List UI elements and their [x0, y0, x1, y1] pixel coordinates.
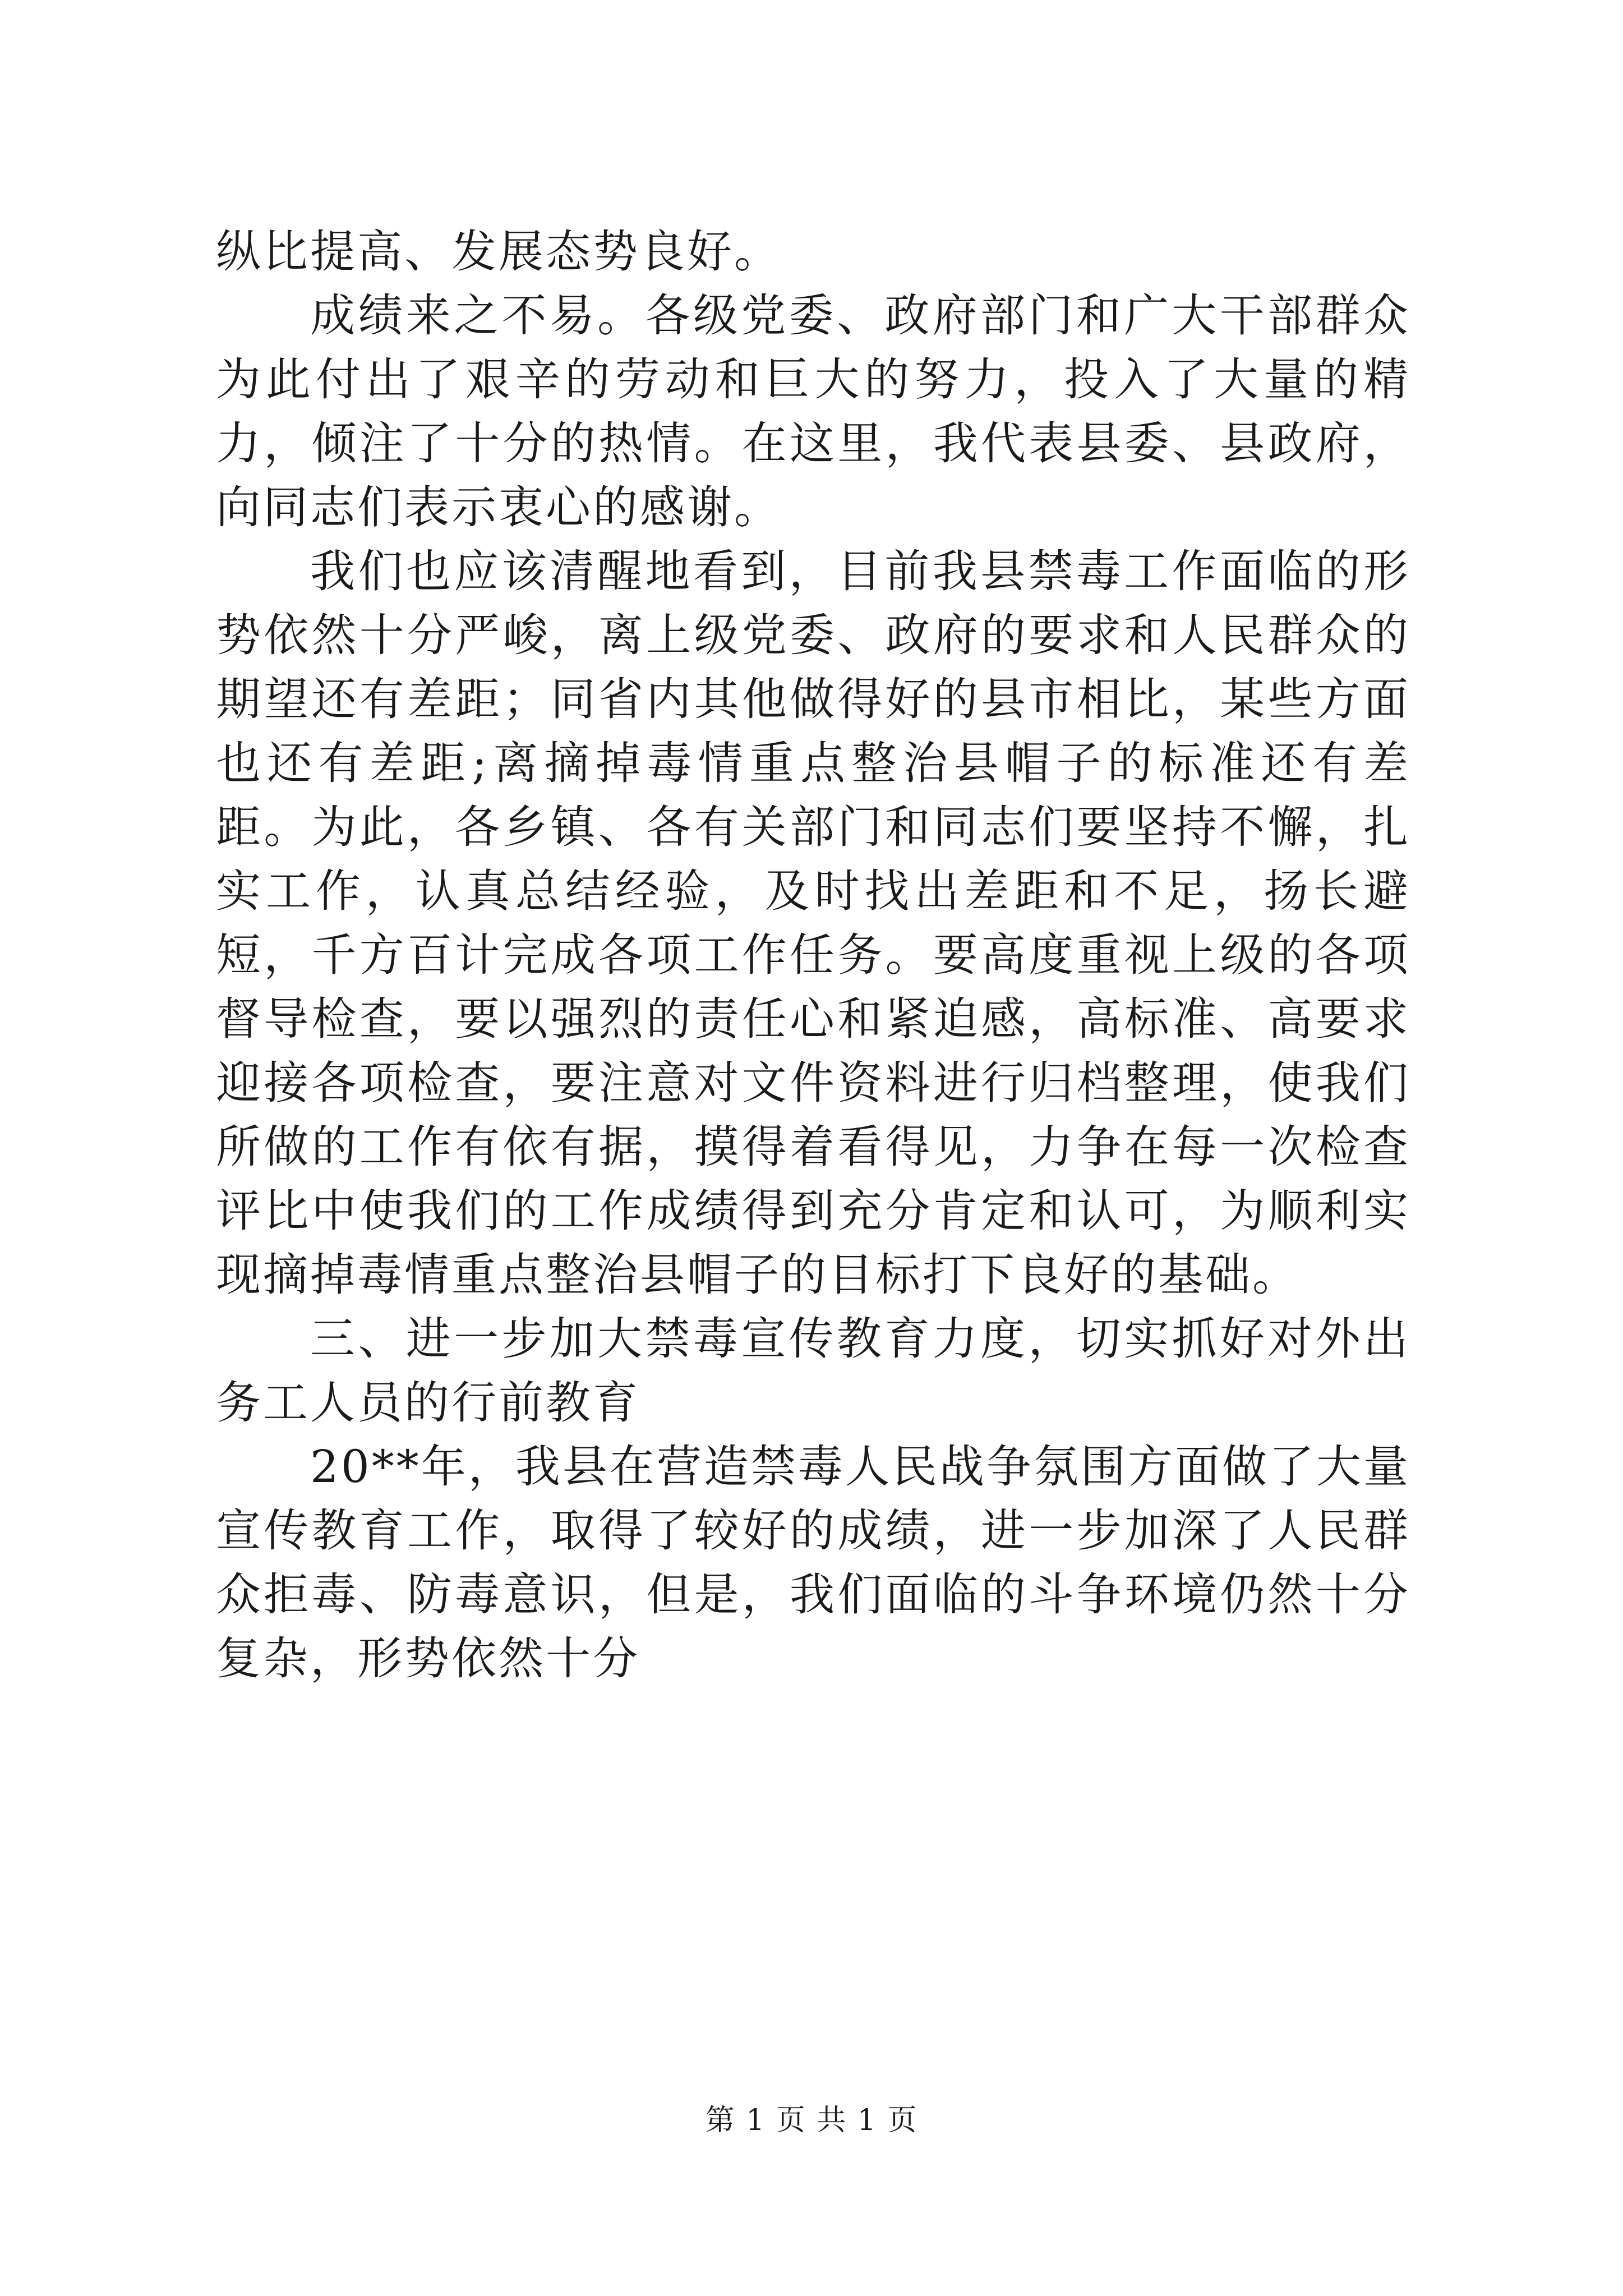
section-heading-3: 三、进一步加大禁毒宣传教育力度，切实抓好对外出务工人员的行前教育: [216, 1313, 1410, 1429]
paragraph-3: 我们也应该清醒地看到，目前我县禁毒工作面临的形势依然十分严峻，离上级党委、政府的要求和人民群众的期望还有差距；同省内其他做得好的县市相比，某些方面也还有差距;离摘掉毒情重点整治县帽子的标准还有差距。为此，各乡镇、各有关部门和同志们要坚持不懈，扎实工作，认真总结经验，及时找出差距和不足，扬长避短，千方百计完成各项工作任务。要高度重视上级的各项督导检查，要以强烈的责任心和紧迫感，高标准、高要求迎接各项检查，要注意对文件资料进行归档整理，使我们所做的工作有依有据，摸得着看得见，力争在每一次检查评比中使我们的工作成绩得到充分肯定和认可，为顺利实现摘掉毒情重点整治县帽子的目标打下良好的基础。: [216, 545, 1410, 1301]
document-body: [216, 220, 1410, 1691]
paragraph-2: 成绩来之不易。各级党委、政府部门和广大干部群众为此付出了艰辛的劳动和巨大的努力，投入了大量的精力，倾注了十分的热情。在这里，我代表县委、县政府，向同志们表示衷心的感谢。: [216, 289, 1410, 533]
paragraph-4: 20**年，我县在营造禁毒人民战争氛围方面做了大量宣传教育工作，取得了较好的成绩，进一步加深了人民群众拒毒、防毒意识，但是，我们面临的斗争环境仍然十分复杂，形势依然十分: [216, 1441, 1410, 1685]
paragraph-1: 纵比提高、发展态势良好。: [216, 226, 781, 278]
page-footer: 第 1 页 共 1 页: [705, 2104, 918, 2137]
